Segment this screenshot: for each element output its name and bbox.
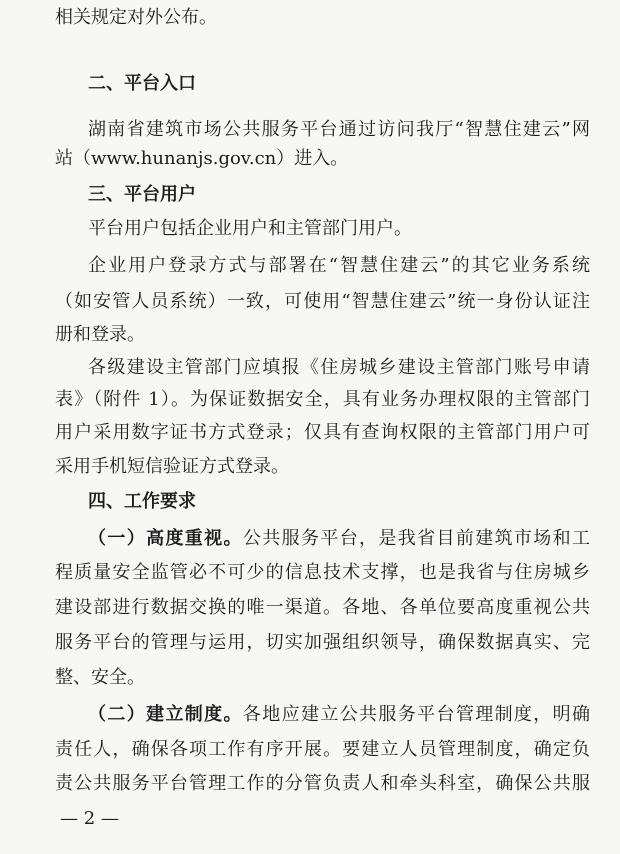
text-span: 公共服务平台，是我省目前建筑市场和工 (242, 528, 591, 549)
text-line: 服务平台的管理与运用，切实加强组织领导，确保数据真实、完 (55, 632, 590, 653)
text-line: 相关规定对外公布。 (55, 7, 217, 28)
text-line: 湖南省建筑市场公共服务平台通过访问我厅“智慧住建云”网 (88, 119, 590, 140)
text-line: 责任人，确保各项工作有序开展。要建立人员管理制度，确定负 (55, 739, 590, 760)
text-line: 站（www.hunanjs.gov.cn）进入。 (55, 148, 349, 169)
section-heading-platform-users: 三、平台用户 (88, 184, 196, 205)
text-line: 表》（附件 1）。为保证数据安全，具有业务办理权限的主管部门 (55, 389, 590, 410)
subheading-establish-system: （二）建立制度。 (88, 704, 243, 725)
text-line: 整、安全。 (55, 667, 145, 688)
text-line: 平台用户包括企业用户和主管部门用户。 (88, 218, 412, 239)
text-span: 各地应建立公共服务平台管理制度，明确 (242, 704, 591, 725)
page-number: — 2 — (60, 808, 119, 829)
text-line: 企业用户登录方式与部署在“智慧住建云”的其它业务系统 (88, 255, 590, 276)
text-line: 责公共服务平台管理工作的分管负责人和牵头科室，确保公共服 (55, 773, 590, 794)
text-line: 程质量安全监管必不可少的信息技术支撑，也是我省与住房城乡 (55, 562, 590, 583)
text-line: 用户采用数字证书方式登录；仅具有查询权限的主管部门用户可 (55, 422, 590, 443)
text-line: 采用手机短信验证方式登录。 (55, 456, 289, 477)
text-line (88, 528, 590, 550)
text-line: 册和登录。 (55, 324, 145, 345)
subheading-high-priority: （一）高度重视。 (88, 528, 243, 549)
text-line: 建设部进行数据交换的唯一渠道。各地、各单位要高度重视公共 (55, 597, 590, 618)
section-heading-platform-entry: 二、平台入口 (88, 73, 196, 94)
text-line: 各级建设主管部门应填报《住房城乡建设主管部门账号申请 (88, 357, 590, 378)
section-heading-work-requirements: 四、工作要求 (88, 491, 196, 512)
text-line: （如安管人员系统）一致，可使用“智慧住建云”统一身份认证注 (55, 291, 590, 312)
text-line (88, 704, 590, 726)
